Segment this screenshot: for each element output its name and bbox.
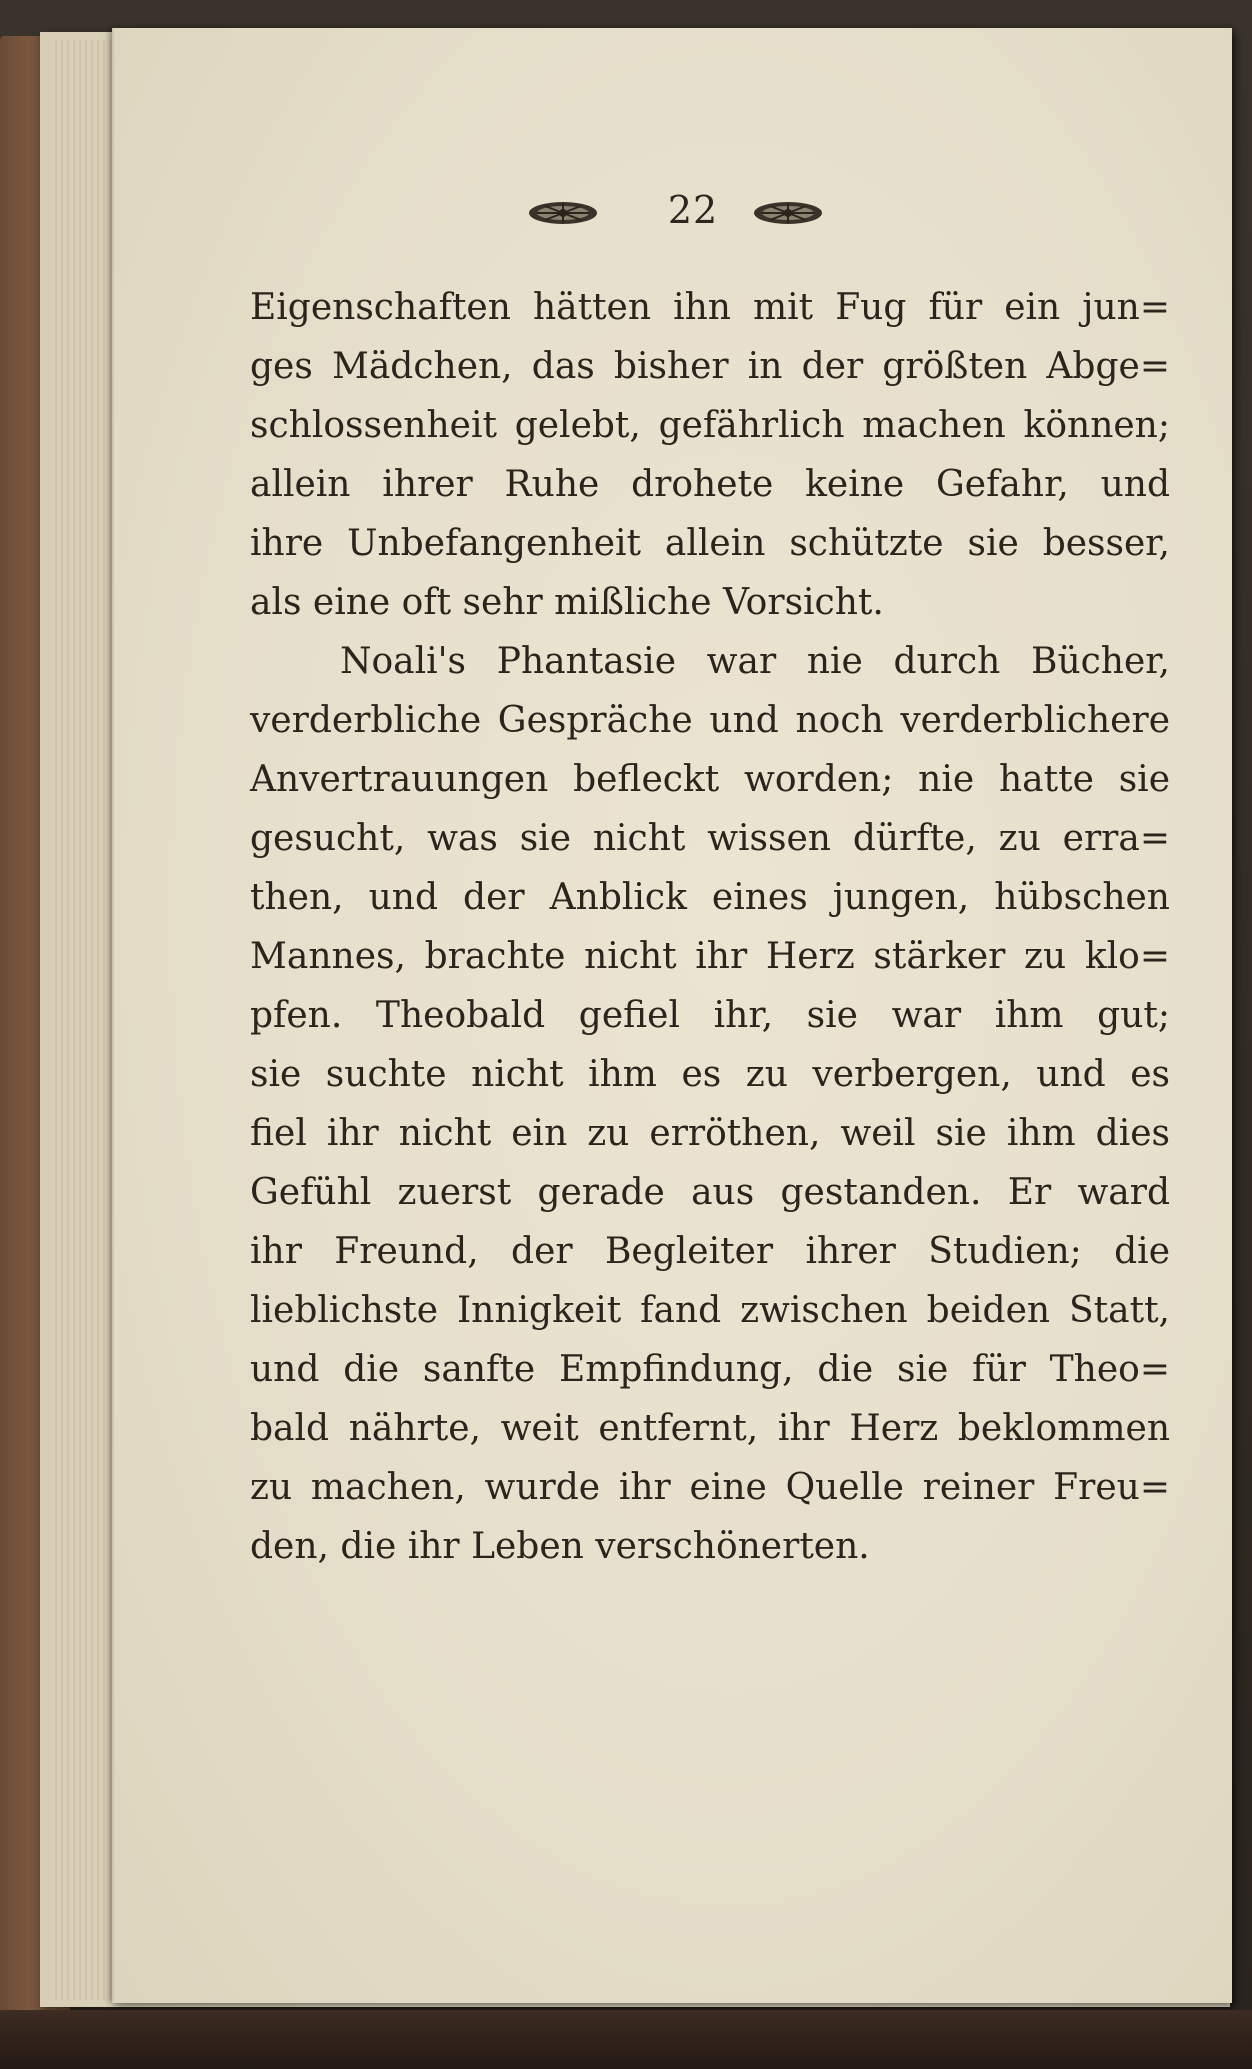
text-line: lieblichste Innigkeit fand zwischen beiden Statt, bbox=[250, 1290, 1170, 1331]
page-number: 22 bbox=[667, 188, 719, 232]
text-line: sie suchte nicht ihm es zu verbergen, und es bbox=[250, 1054, 1170, 1095]
text-line: then, und der Anblick eines jungen, hübschen bbox=[250, 877, 1170, 918]
paragraph-1 bbox=[250, 278, 1170, 632]
ornament-rosette-right-icon bbox=[752, 200, 824, 226]
text-line: gesucht, was sie nicht wissen dürfte, zu erra= bbox=[250, 818, 1170, 859]
text-line: Anvertrauungen befleckt worden; nie hatte sie bbox=[250, 759, 1170, 800]
text-line: allein ihrer Ruhe drohete keine Gefahr, und bbox=[250, 464, 1170, 505]
text-line: pfen. Theobald gefiel ihr, sie war ihm gut; bbox=[250, 995, 1170, 1036]
book-cover-bottom bbox=[0, 2010, 1252, 2069]
text-line: Mannes, brachte nicht ihr Herz stärker zu klo= bbox=[250, 936, 1170, 977]
text-line: ihre Unbefangenheit allein schützte sie besser, bbox=[250, 523, 1170, 564]
text-line: fiel ihr nicht ein zu erröthen, weil sie ihm dies bbox=[250, 1113, 1170, 1154]
body-text bbox=[250, 278, 1170, 1576]
text-line: und die sanfte Empfindung, die sie für Theo= bbox=[250, 1349, 1170, 1390]
text-line: verderbliche Gespräche und noch verderblichere bbox=[250, 700, 1170, 741]
paragraph-2 bbox=[250, 632, 1170, 1576]
ornament-rosette-left-icon bbox=[527, 200, 599, 226]
text-line: ihr Freund, der Begleiter ihrer Studien; die bbox=[250, 1231, 1170, 1272]
text-line: Noali's Phantasie war nie durch Bücher, bbox=[340, 641, 1170, 682]
text-line: schlossenheit gelebt, gefährlich machen können; bbox=[250, 405, 1170, 446]
page-header bbox=[0, 188, 1252, 248]
text-line: als eine oft sehr mißliche Vorsicht. bbox=[250, 582, 884, 623]
text-line: den, die ihr Leben verschönerten. bbox=[250, 1526, 870, 1567]
text-line: zu machen, wurde ihr eine Quelle reiner Freu= bbox=[250, 1467, 1170, 1508]
text-line: Gefühl zuerst gerade aus gestanden. Er ward bbox=[250, 1172, 1170, 1213]
text-line: ges Mädchen, das bisher in der größten Abge= bbox=[250, 346, 1170, 387]
text-line: Eigenschaften hätten ihn mit Fug für ein jun= bbox=[250, 287, 1170, 328]
text-line: bald nährte, weit entfernt, ihr Herz beklommen bbox=[250, 1408, 1170, 1449]
